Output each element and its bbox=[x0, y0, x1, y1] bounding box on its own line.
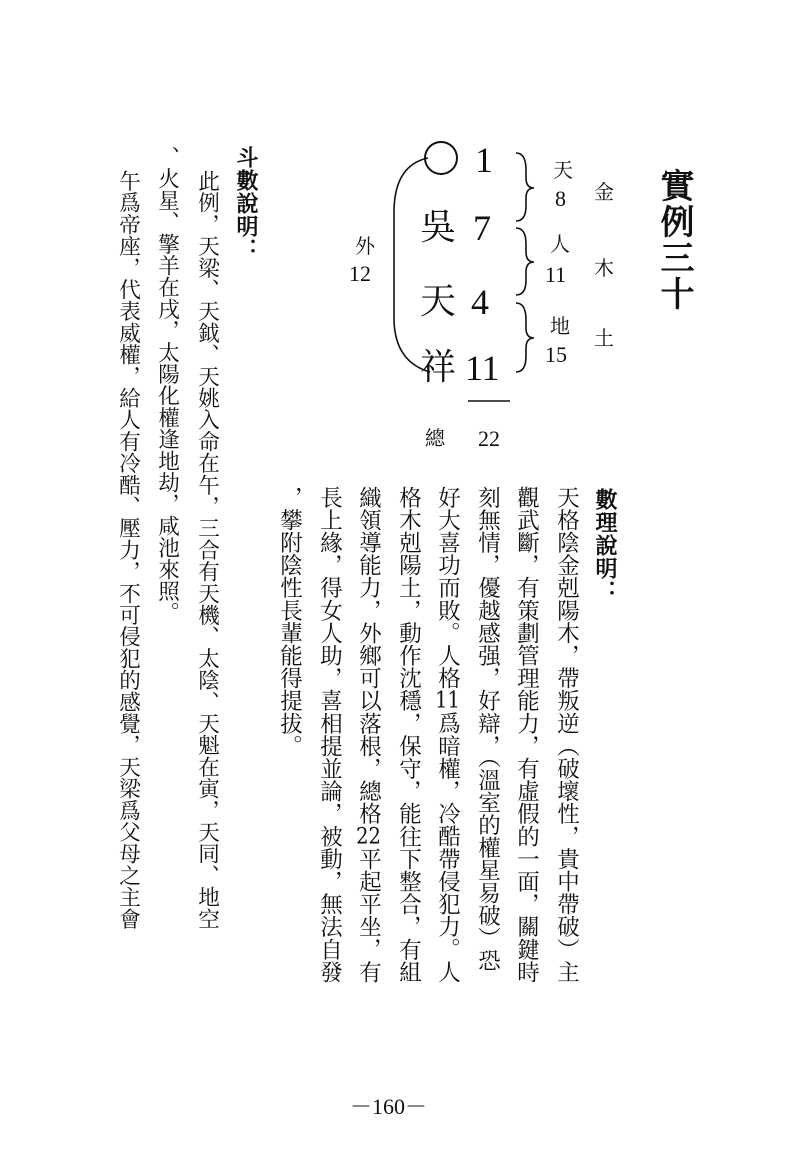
shuli-line-5: 格木剋陽土，動作沈穩，保守，能往下整合，有組 bbox=[395, 486, 422, 984]
di-value: 15 bbox=[545, 342, 567, 367]
shuli-line-2: 觀武斷，有策劃管理能力，有虛假的一面，關鍵時 bbox=[513, 486, 540, 984]
outer-bracket bbox=[394, 158, 430, 372]
element-earth: 土 bbox=[594, 326, 614, 350]
ren-label: 人 bbox=[550, 232, 570, 256]
shuli-line-1: 天格陰金剋陽木，帶叛逆（破壞性，貴中帶破）主 bbox=[553, 486, 580, 984]
brace-di bbox=[516, 303, 534, 372]
stroke-11: 11 bbox=[465, 348, 500, 388]
name-char-3: 祥 bbox=[420, 347, 457, 388]
tian-value: 8 bbox=[555, 186, 566, 211]
stroke-1: 1 bbox=[475, 140, 493, 180]
element-metal: 金 bbox=[594, 180, 614, 204]
element-wood: 木 bbox=[594, 256, 614, 280]
name-char-2: 天 bbox=[420, 281, 457, 322]
shuli-line-3: 刻無情，優越感强，好辯，（溫室的權星易破）恐 bbox=[474, 486, 501, 972]
doushu-line-2: 、火星、擎羊在戌，太陽化權逢地劫，咸池來照。 bbox=[154, 146, 180, 624]
brace-ren bbox=[516, 228, 534, 295]
wai-label: 外 bbox=[355, 234, 375, 258]
shuli-line-6: 織領導能力，外鄉可以落根，總格22平起平坐，有 bbox=[355, 486, 382, 984]
doushu-heading: 斗數說明： bbox=[233, 146, 259, 261]
shuli-line-7: 長上緣，得女人助，喜相提並論，被動，無法自發 bbox=[316, 486, 343, 984]
page-title: 實例三十 bbox=[654, 168, 694, 312]
empty-circle bbox=[425, 142, 457, 174]
page-number: －160－ bbox=[350, 1094, 428, 1119]
doushu-line-3: 午爲帝座，代表威權，給人有冷酷、壓力，不可侵犯的感覺，天梁爲父母之主會 bbox=[115, 170, 141, 930]
brace-tian bbox=[516, 153, 534, 221]
name-char-1: 吳 bbox=[420, 207, 457, 248]
tian-label: 天 bbox=[553, 158, 573, 182]
shuli-line-4: 好大喜功而敗。人格11爲暗權，冷酷帶侵犯力。人 bbox=[434, 486, 461, 984]
doushu-line-1: 此例，天梁、天鉞、天姚入命在午，三合有天機、太陰、天魁在寅，天同、地空 bbox=[194, 170, 220, 930]
stroke-7: 7 bbox=[473, 208, 491, 248]
zong-label: 總 bbox=[425, 426, 445, 450]
shuli-heading: 數理說明： bbox=[592, 488, 618, 603]
shuli-line-8: ，攀附陰性長輩能得提拔。 bbox=[276, 486, 303, 758]
wai-value: 12 bbox=[349, 261, 371, 286]
stroke-4: 4 bbox=[471, 282, 489, 322]
zong-value: 22 bbox=[478, 426, 500, 451]
di-label: 地 bbox=[550, 314, 570, 338]
ren-value: 11 bbox=[545, 262, 567, 287]
